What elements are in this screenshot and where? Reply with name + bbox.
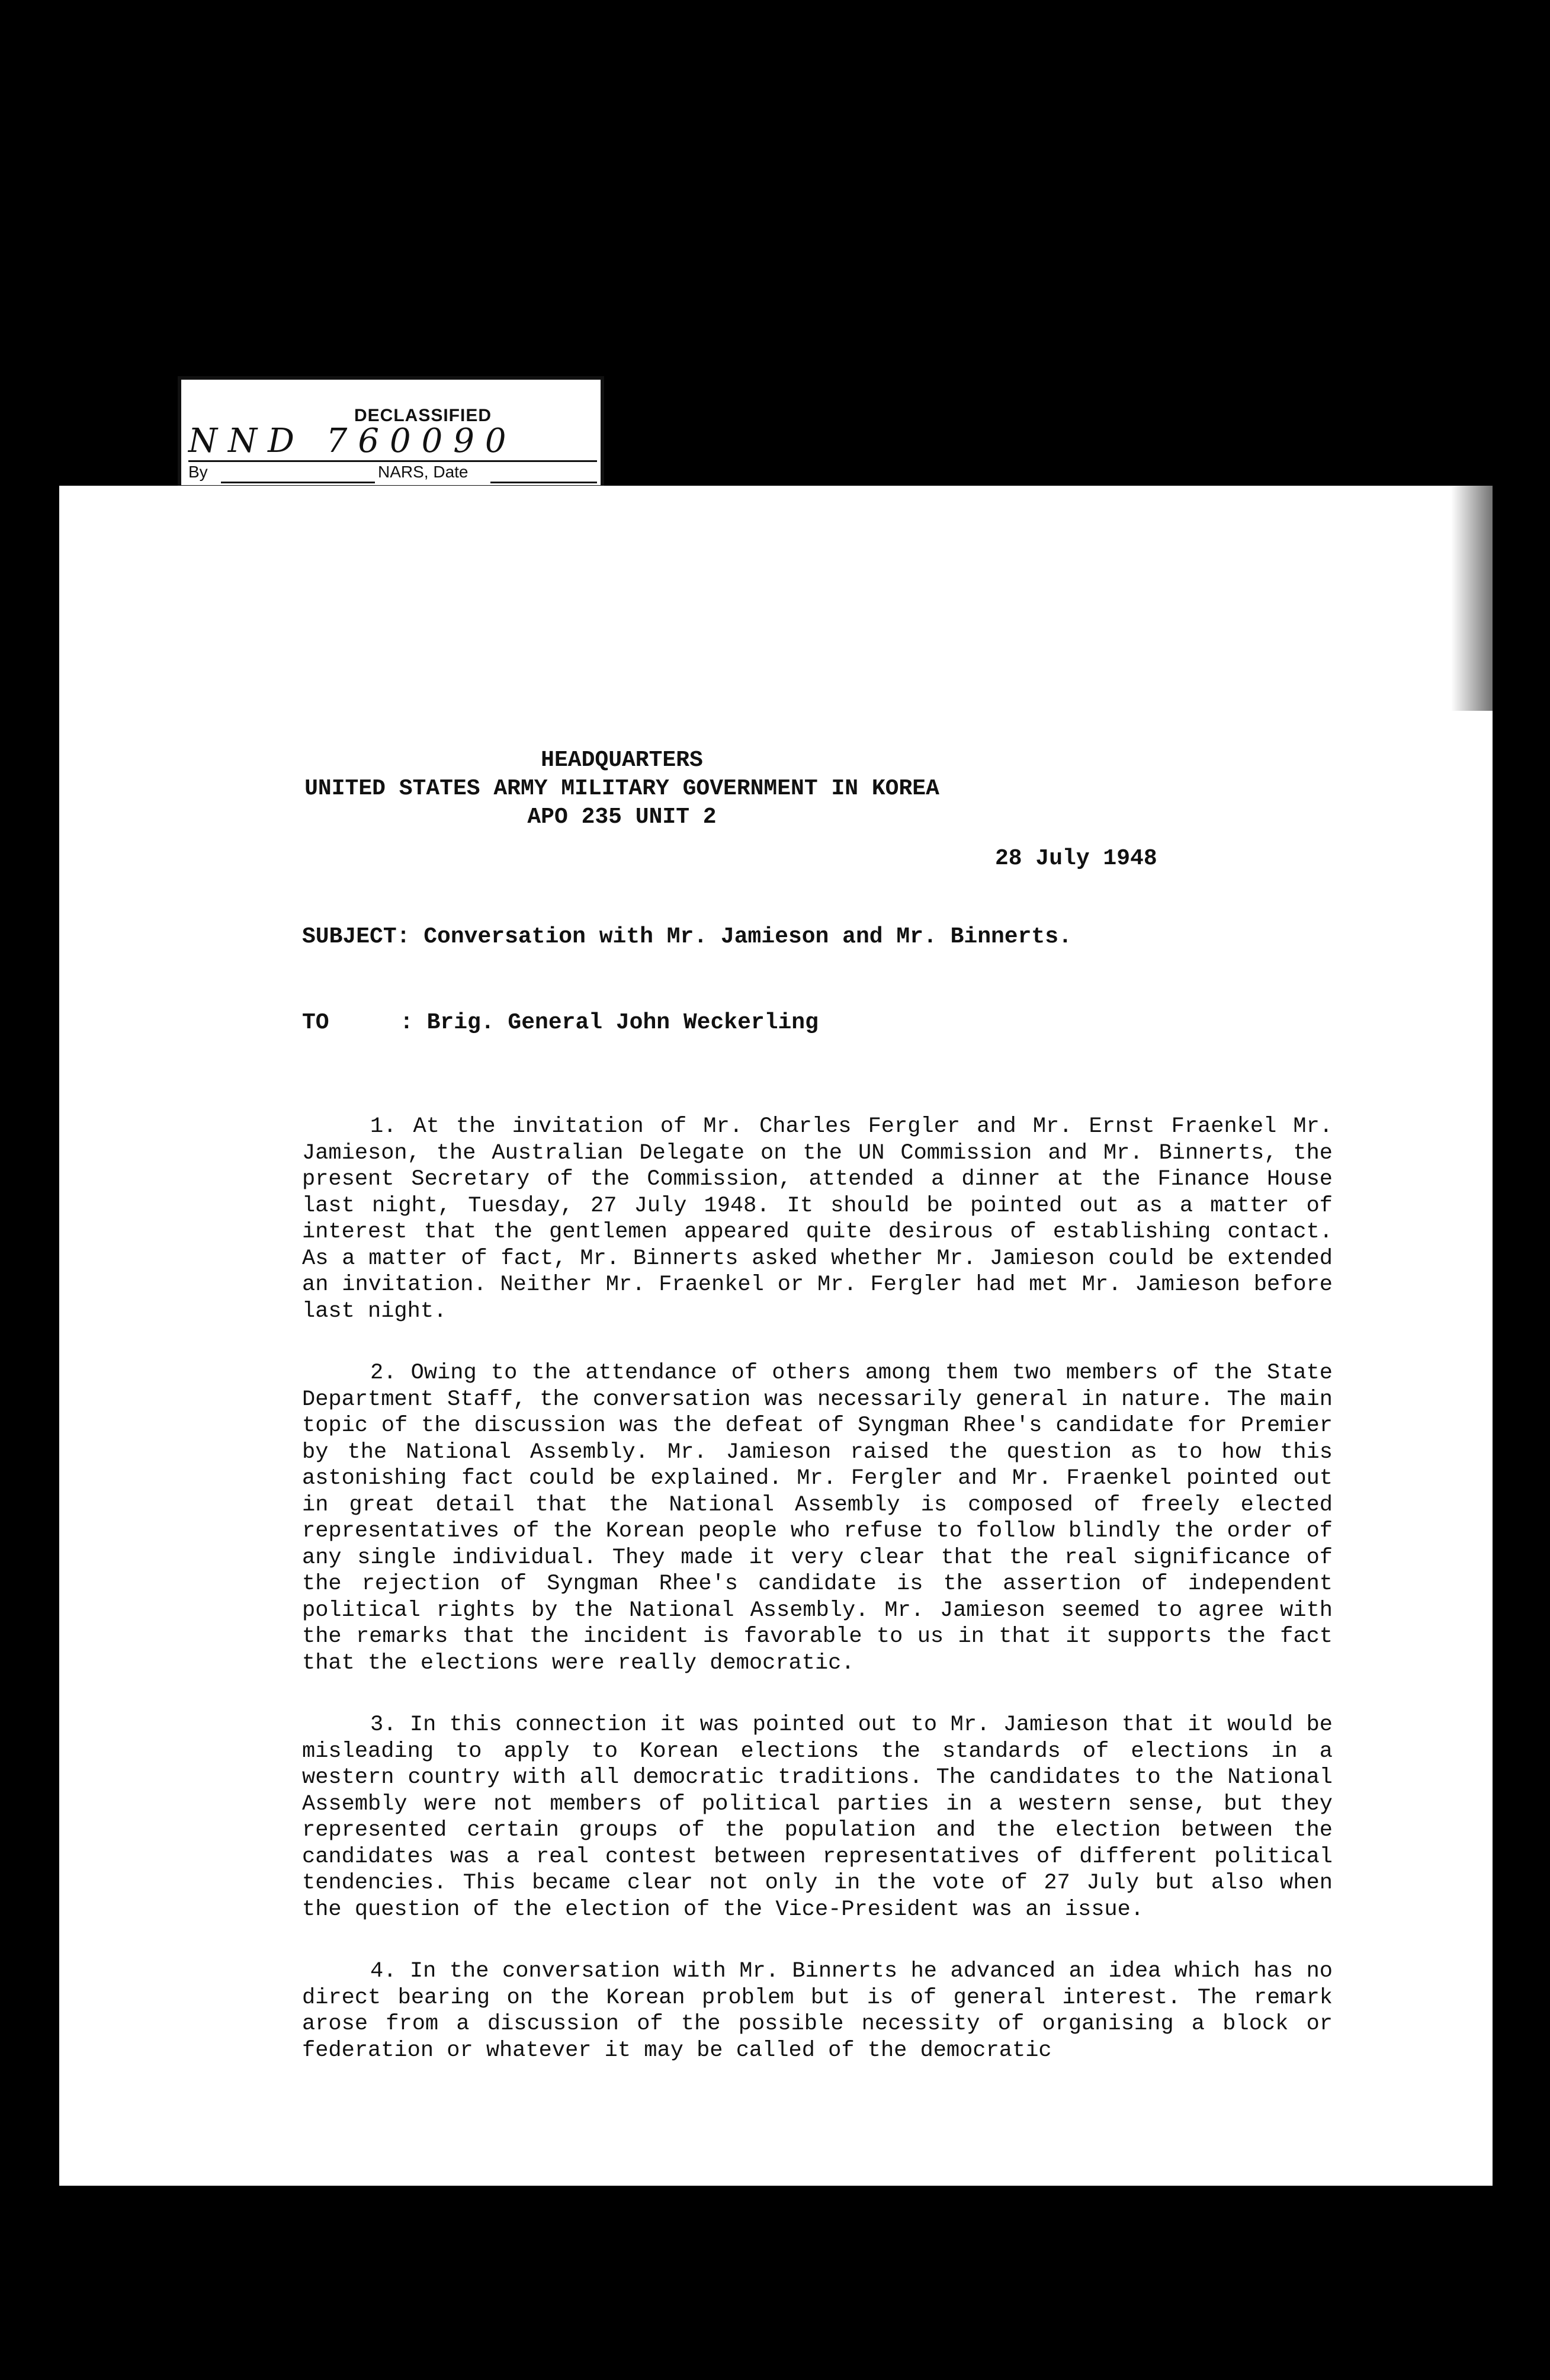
memo-page [59,486,1493,2186]
subject-text: Conversation with Mr. Jamieson and Mr. Binnerts. [423,924,1072,950]
letterhead-line-1: HEADQUARTERS [541,748,703,773]
by-label: By [188,463,208,481]
letterhead [59,746,1185,832]
nars-date-label: NARS, Date [378,463,468,481]
subject-label: SUBJECT: [302,924,410,950]
authority-number: NND 760090 [188,425,597,462]
date-line [490,482,597,483]
by-signature-line [221,482,375,483]
subject-line [302,924,1072,950]
letterhead-line-3: APO 235 UNIT 2 [527,804,717,830]
stamp-byline [188,463,597,484]
memo-date: 28 July 1948 [995,846,1157,871]
memo-body [302,1114,1333,2099]
to-label: TO [302,1010,329,1035]
paragraph-3: 3. In this connection it was pointed out to Mr. Jamieson that it would be misleading to apply to Korean elections the standards of elections in a western country with all democratic traditions. The candidates to the National Assembly were not members of political parties in a western sense, but they represented certain groups of the population and the election between the candidates was a real contest between representatives of different political tendencies. This became clear not only in the vote of 27 July but also when the question of the election of the Vice-President was an issue. [302,1712,1333,1922]
paragraph-4: 4. In the conversation with Mr. Binnerts he advanced an idea which has no direct bearing on the Korean problem but is of general interest. The remark arose from a discussion of the possible necessity of organising a block or federation or whatever it may be called of the democratic [302,1959,1333,2063]
to-recipient: : Brig. General John Weckerling [400,1010,819,1035]
to-line [302,1010,819,1035]
declassified-label: DECLASSIFIED [354,406,492,425]
paragraph-1: 1. At the invitation of Mr. Charles Fergler and Mr. Ernst Fraenkel Mr. Jamieson, the Australian Delegate on the UN Commission and Mr. Binnerts, the present Secretary of the Commission, attended a dinner at the Finance House last night, Tuesday, 27 July 1948. It should be pointed out as a matter of interest that the gentlemen appeared quite desirous of establishing contact. As a matter of fact, Mr. Binnerts asked whether Mr. Jamieson could be extended an invitation. Neither Mr. Fraenkel or Mr. Fergler had met Mr. Jamieson before last night. [302,1114,1333,1324]
paragraph-2: 2. Owing to the attendance of others among them two members of the State Department Staff, the conversation was necessarily general in nature. The main topic of the discussion was the defeat of Syngman Rhee's candidate for Premier by the National Assembly. Mr. Jamieson raised the question as to how this astonishing fact could be explained. Mr. Fergler and Mr. Fraenkel pointed out in great detail that the National Assembly is composed of freely elected representatives of the Korean people who refuse to follow blindly the order of any single individual. They made it very clear that the real significance of the rejection of Syngman Rhee's candidate is the assertion of independent political rights by the National Assembly. Mr. Jamieson seemed to agree with the remarks that the incident is favorable to us in that it supports the fact that the elections were really democratic. [302,1361,1333,1676]
letterhead-line-2: UNITED STATES ARMY MILITARY GOVERNMENT IN KOREA [304,776,939,801]
declassification-stamp [178,376,604,489]
